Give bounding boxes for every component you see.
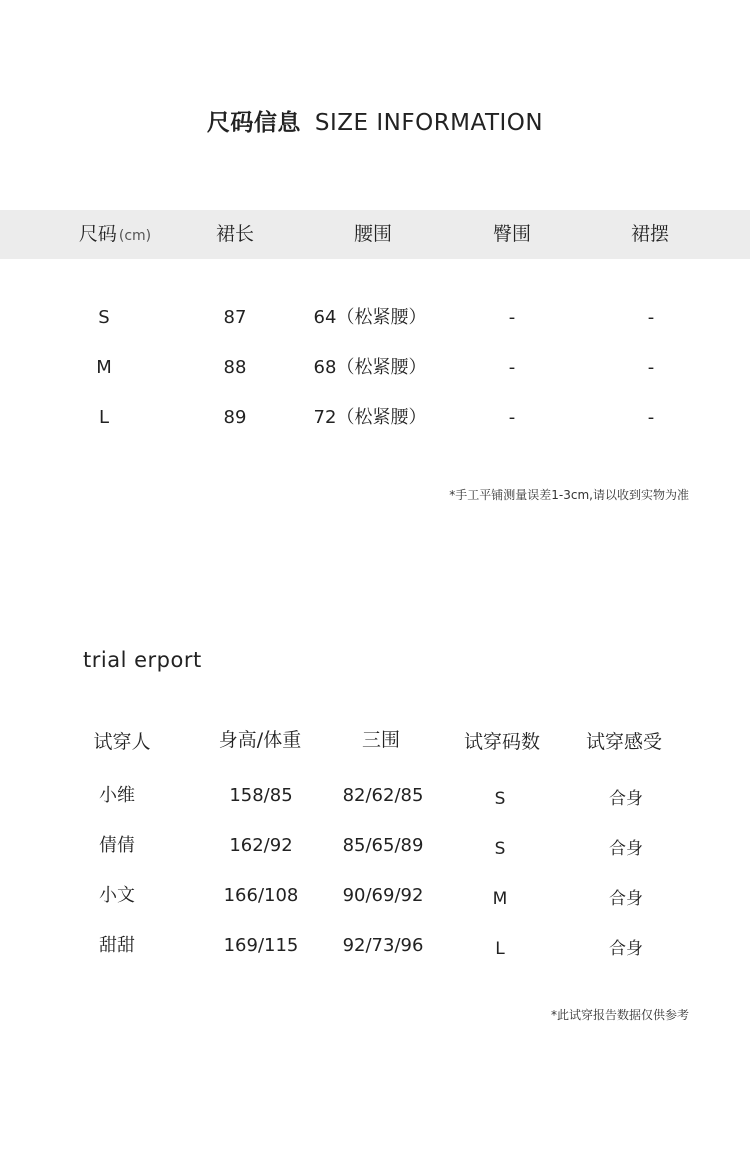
header-hem: 裙摆 [630,223,669,245]
size-row [0,403,750,433]
trial-row [0,781,750,811]
feel-cell: 合身 [609,839,643,859]
height-weight-cell: 166/108 [223,885,299,906]
header-length: 裙长 [215,223,254,245]
header-person: 试穿人 [93,731,151,753]
size-cell: M [96,357,112,378]
trial-note: *此试穿报告数据仅供参考 [550,1008,689,1022]
header-measurements: 三围 [361,729,400,751]
person-cell: 甜甜 [99,935,135,956]
height-weight-cell: 158/85 [229,785,293,806]
height-weight-cell: 169/115 [223,935,299,956]
waist-cell: 72（松紧腰） [313,407,427,428]
feel-cell: 合身 [609,789,643,809]
header-size [60,210,170,261]
page-title [0,104,750,137]
measurements-cell: 82/62/85 [342,785,424,806]
trial-size-cell: S [494,839,506,859]
size-row [0,303,750,333]
hip-cell: - [508,407,516,428]
header-feel: 试穿感受 [585,731,662,753]
trial-row [0,881,750,911]
person-cell: 小维 [99,785,135,806]
size-table-header [0,210,750,259]
header-waist: 腰围 [353,223,392,245]
measurements-cell: 92/73/96 [342,935,424,956]
hip-cell: - [508,307,516,328]
trial-table-header [0,727,750,757]
measurements-cell: 85/65/89 [342,835,424,856]
title-cn: 尺码信息 [206,110,301,136]
feel-cell: 合身 [609,889,643,909]
length-cell: 88 [223,357,247,378]
header-hip: 臀围 [492,223,531,245]
feel-cell: 合身 [609,939,643,959]
measurement-note: *手工平铺测量误差1-3cm,请以收到实物为准 [449,488,689,502]
trial-size-cell: L [495,939,505,959]
trial-report-title: trial erport [83,648,202,672]
size-cell: L [98,407,110,428]
length-cell: 89 [223,407,247,428]
height-weight-cell: 162/92 [229,835,293,856]
trial-row [0,931,750,961]
size-row [0,353,750,383]
hip-cell: - [508,357,516,378]
header-trial-size: 试穿码数 [463,731,540,753]
hem-cell: - [647,407,655,428]
trial-size-cell: M [492,889,508,909]
hem-cell: - [647,307,655,328]
trial-row [0,831,750,861]
measurements-cell: 90/69/92 [342,885,424,906]
person-cell: 小文 [99,885,135,906]
size-cell: S [98,307,110,328]
header-height-weight: 身高/体重 [218,729,302,751]
waist-cell: 68（松紧腰） [313,357,427,378]
title-en: SIZE INFORMATION [314,110,544,136]
length-cell: 87 [223,307,247,328]
trial-size-cell: S [494,789,506,809]
person-cell: 倩倩 [99,835,135,856]
hem-cell: - [647,357,655,378]
waist-cell: 64（松紧腰） [313,307,427,328]
header-size-label: 尺码 [78,223,117,245]
header-unit-label: (cm) [118,228,152,244]
